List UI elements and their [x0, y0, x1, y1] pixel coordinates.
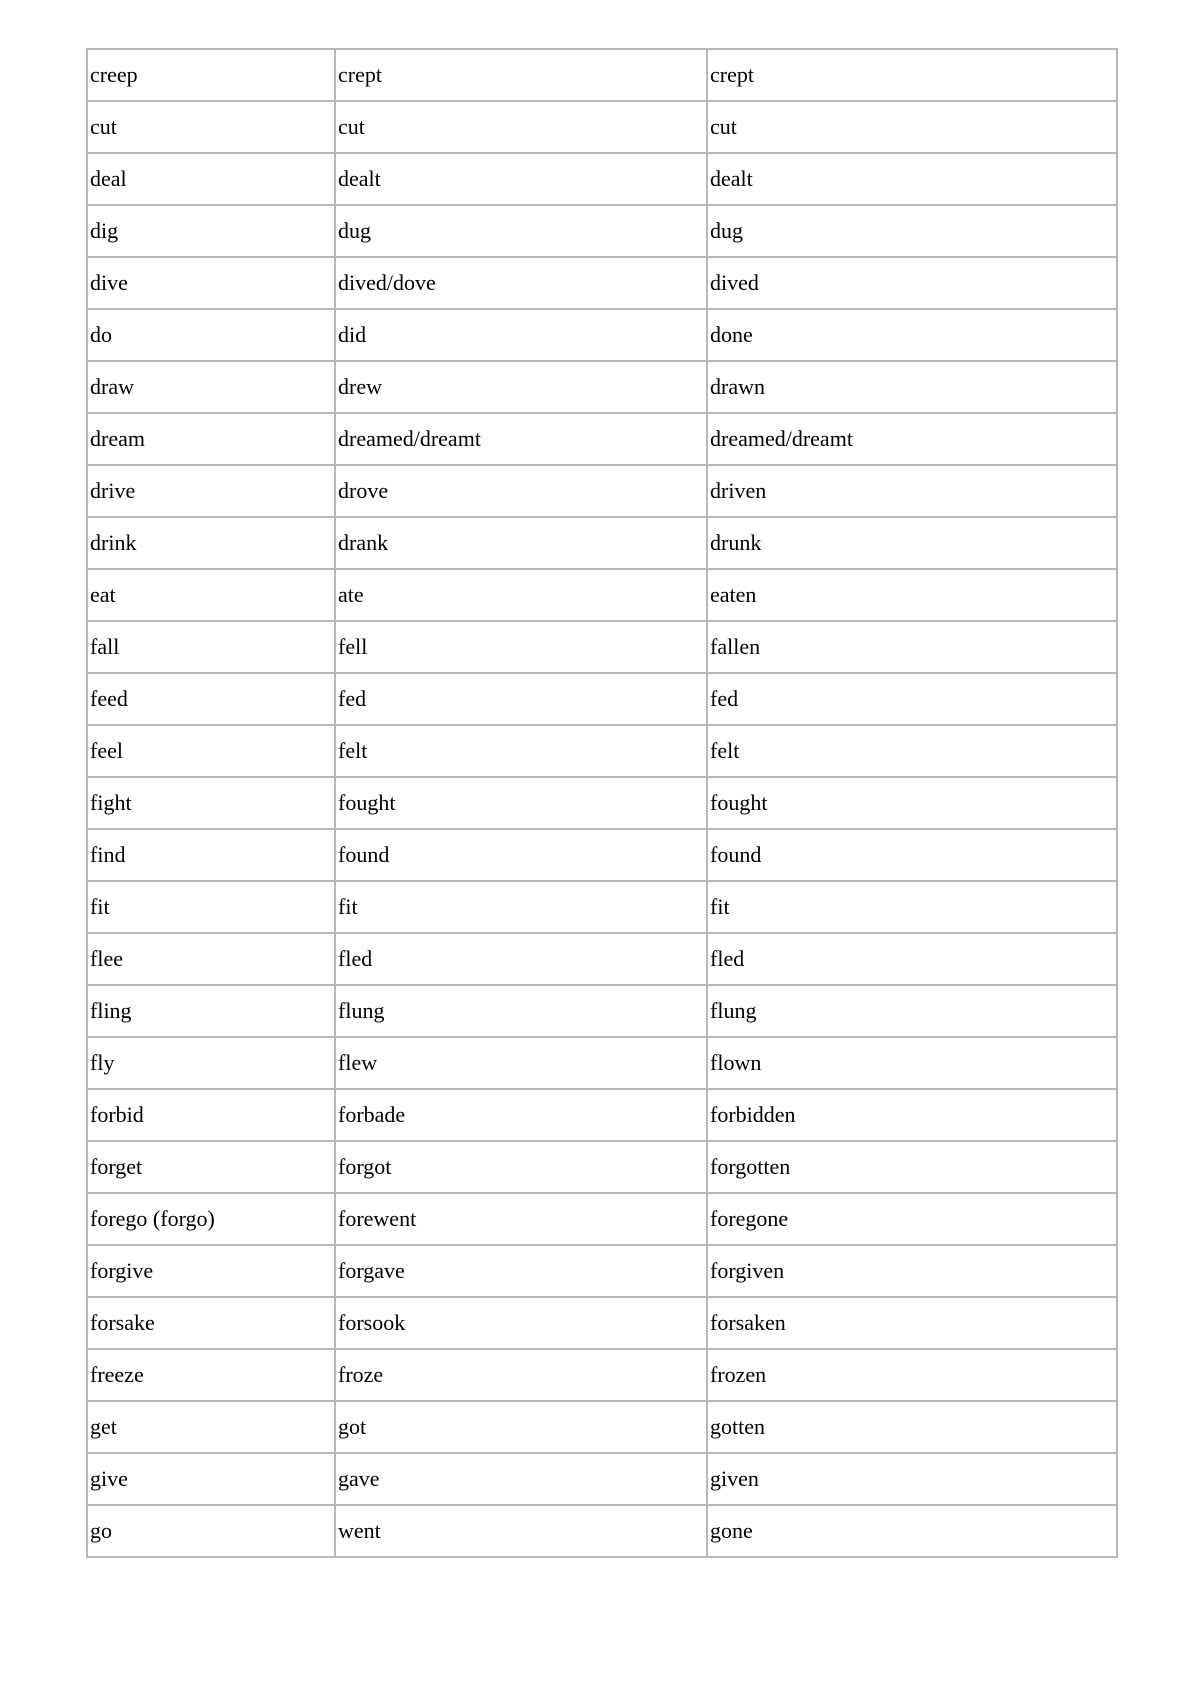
past-simple-cell: forgot [335, 1141, 707, 1193]
table-row [87, 1349, 1117, 1401]
base-form-cell: fly [87, 1037, 335, 1089]
table-row [87, 1297, 1117, 1349]
base-form-cell: fit [87, 881, 335, 933]
past-participle-cell: crept [707, 49, 1117, 101]
base-form-cell: find [87, 829, 335, 881]
past-simple-cell: fed [335, 673, 707, 725]
past-simple-cell: froze [335, 1349, 707, 1401]
base-form-cell: fall [87, 621, 335, 673]
past-participle-cell: found [707, 829, 1117, 881]
past-simple-cell: flew [335, 1037, 707, 1089]
table-row [87, 777, 1117, 829]
table-row [87, 933, 1117, 985]
base-form-cell: draw [87, 361, 335, 413]
table-row [87, 205, 1117, 257]
table-row [87, 1245, 1117, 1297]
table-row [87, 829, 1117, 881]
past-participle-cell: frozen [707, 1349, 1117, 1401]
table-row [87, 621, 1117, 673]
past-participle-cell: cut [707, 101, 1117, 153]
past-simple-cell: dealt [335, 153, 707, 205]
past-participle-cell: fought [707, 777, 1117, 829]
base-form-cell: cut [87, 101, 335, 153]
past-simple-cell: dug [335, 205, 707, 257]
table-row [87, 1141, 1117, 1193]
past-simple-cell: felt [335, 725, 707, 777]
past-participle-cell: given [707, 1453, 1117, 1505]
past-simple-cell: ate [335, 569, 707, 621]
table-row [87, 517, 1117, 569]
past-simple-cell: crept [335, 49, 707, 101]
table-row [87, 257, 1117, 309]
past-simple-cell: cut [335, 101, 707, 153]
base-form-cell: forsake [87, 1297, 335, 1349]
table-row [87, 361, 1117, 413]
base-form-cell: feed [87, 673, 335, 725]
past-simple-cell: got [335, 1401, 707, 1453]
past-participle-cell: felt [707, 725, 1117, 777]
past-participle-cell: fed [707, 673, 1117, 725]
past-participle-cell: forsaken [707, 1297, 1117, 1349]
table-row [87, 309, 1117, 361]
table-row [87, 465, 1117, 517]
past-participle-cell: forgotten [707, 1141, 1117, 1193]
base-form-cell: dream [87, 413, 335, 465]
table-row [87, 49, 1117, 101]
past-participle-cell: eaten [707, 569, 1117, 621]
past-participle-cell: gone [707, 1505, 1117, 1557]
table-body [87, 49, 1117, 1557]
irregular-verbs-table [86, 48, 1118, 1558]
table-row [87, 1037, 1117, 1089]
past-simple-cell: flung [335, 985, 707, 1037]
past-simple-cell: drove [335, 465, 707, 517]
past-participle-cell: forgiven [707, 1245, 1117, 1297]
past-participle-cell: dreamed/dreamt [707, 413, 1117, 465]
past-participle-cell: driven [707, 465, 1117, 517]
base-form-cell: flee [87, 933, 335, 985]
table-row [87, 569, 1117, 621]
past-simple-cell: found [335, 829, 707, 881]
past-participle-cell: flown [707, 1037, 1117, 1089]
base-form-cell: dive [87, 257, 335, 309]
table-row [87, 673, 1117, 725]
past-simple-cell: forsook [335, 1297, 707, 1349]
past-simple-cell: forbade [335, 1089, 707, 1141]
past-participle-cell: gotten [707, 1401, 1117, 1453]
table-row [87, 881, 1117, 933]
table-row [87, 1193, 1117, 1245]
past-participle-cell: forbidden [707, 1089, 1117, 1141]
past-participle-cell: dived [707, 257, 1117, 309]
base-form-cell: feel [87, 725, 335, 777]
past-simple-cell: fled [335, 933, 707, 985]
past-simple-cell: went [335, 1505, 707, 1557]
past-simple-cell: gave [335, 1453, 707, 1505]
table-row [87, 101, 1117, 153]
past-participle-cell: fit [707, 881, 1117, 933]
past-simple-cell: forgave [335, 1245, 707, 1297]
past-participle-cell: flung [707, 985, 1117, 1037]
base-form-cell: give [87, 1453, 335, 1505]
past-participle-cell: fled [707, 933, 1117, 985]
base-form-cell: dig [87, 205, 335, 257]
table-row [87, 1089, 1117, 1141]
base-form-cell: deal [87, 153, 335, 205]
past-simple-cell: drew [335, 361, 707, 413]
past-simple-cell: fit [335, 881, 707, 933]
past-participle-cell: dealt [707, 153, 1117, 205]
past-simple-cell: dreamed/dreamt [335, 413, 707, 465]
base-form-cell: fling [87, 985, 335, 1037]
table-row [87, 153, 1117, 205]
past-participle-cell: done [707, 309, 1117, 361]
past-participle-cell: drunk [707, 517, 1117, 569]
base-form-cell: drive [87, 465, 335, 517]
base-form-cell: creep [87, 49, 335, 101]
base-form-cell: drink [87, 517, 335, 569]
base-form-cell: forego (forgo) [87, 1193, 335, 1245]
base-form-cell: eat [87, 569, 335, 621]
table-row [87, 1505, 1117, 1557]
past-participle-cell: drawn [707, 361, 1117, 413]
base-form-cell: do [87, 309, 335, 361]
past-participle-cell: fallen [707, 621, 1117, 673]
base-form-cell: freeze [87, 1349, 335, 1401]
table-row [87, 413, 1117, 465]
base-form-cell: forgive [87, 1245, 335, 1297]
base-form-cell: get [87, 1401, 335, 1453]
past-simple-cell: did [335, 309, 707, 361]
base-form-cell: go [87, 1505, 335, 1557]
table-row [87, 985, 1117, 1037]
past-participle-cell: foregone [707, 1193, 1117, 1245]
base-form-cell: forget [87, 1141, 335, 1193]
past-simple-cell: fought [335, 777, 707, 829]
past-simple-cell: forewent [335, 1193, 707, 1245]
table-row [87, 1401, 1117, 1453]
past-simple-cell: dived/dove [335, 257, 707, 309]
past-simple-cell: drank [335, 517, 707, 569]
table-row [87, 725, 1117, 777]
table-row [87, 1453, 1117, 1505]
past-participle-cell: dug [707, 205, 1117, 257]
base-form-cell: forbid [87, 1089, 335, 1141]
base-form-cell: fight [87, 777, 335, 829]
past-simple-cell: fell [335, 621, 707, 673]
